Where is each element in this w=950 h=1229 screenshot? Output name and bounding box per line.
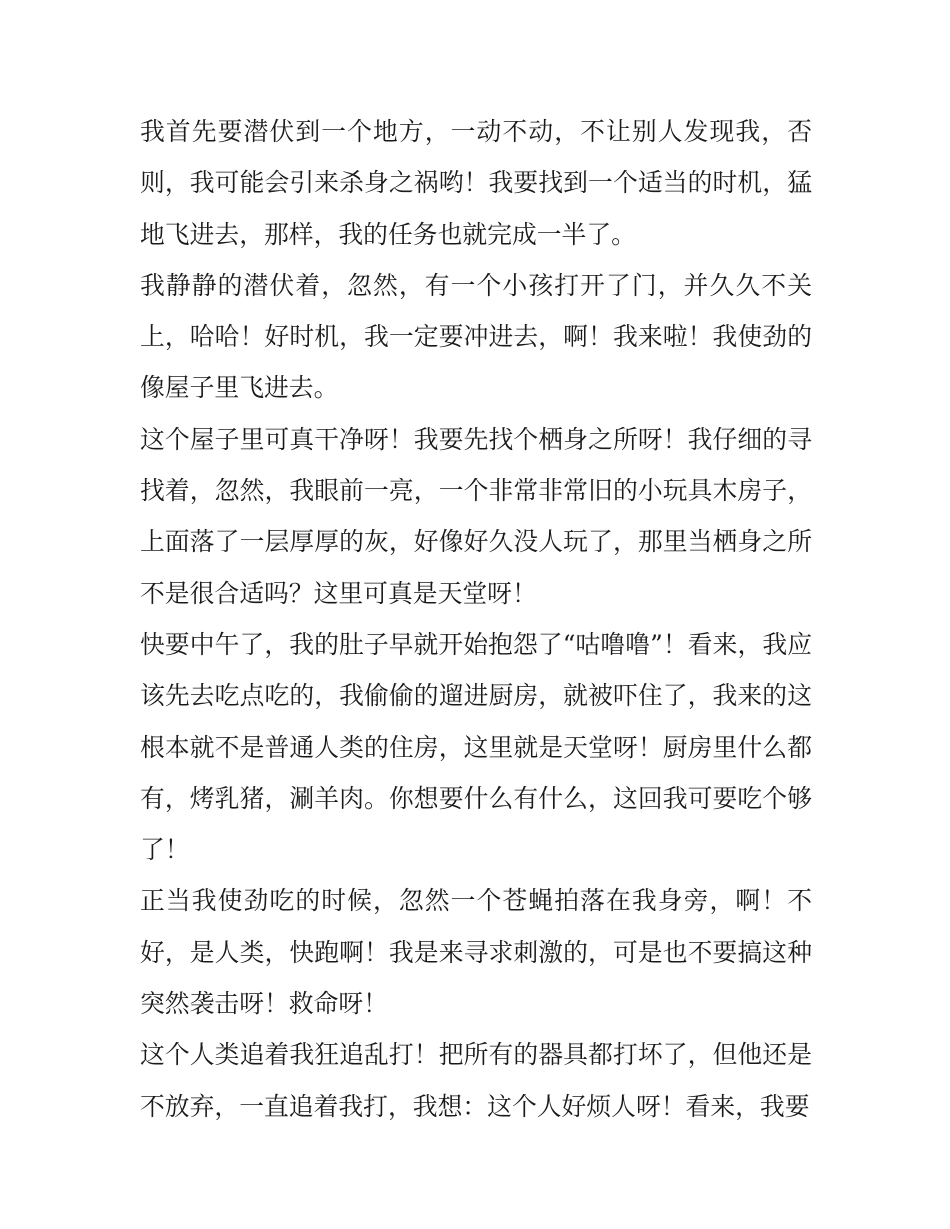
paragraph-2: 我静静的潜伏着，忽然，有一个小孩打开了门，并久久不关上，哈哈！好时机，我一定要冲进去，啊！我来啦！我使劲的像屋子里飞进去。 (140, 270, 812, 403)
paragraph-1: 我首先要潜伏到一个地方，一动不动，不让别人发现我，否则，我可能会引来杀身之祸哟！我要找到一个适当的时机，猛地飞进去，那样，我的任务也就完成一半了。 (140, 117, 812, 249)
paragraph-4: 快要中午了，我的肚子早就开始抱怨了“咕噜噜”！看来，我应该先去吃点吃的，我偷偷的遛进厨房，就被吓住了，我来的这根本就不是普通人类的住房，这里就是天堂呀！厨房里什么都有，烤乳猪，涮羊肉。你想要什么有什么，这回我可要吃个够了！ (140, 629, 812, 865)
paragraph-3: 这个屋子里可真干净呀！我要先找个栖身之所呀！我仔细的寻找着，忽然，我眼前一亮，一个非常非常旧的小玩具木房子，上面落了一层厚厚的灰，好像好久没人玩了，那里当栖身之所不是很合适吗？这里可真是天堂呀！ (140, 424, 812, 608)
paragraph-6: 这个人类追着我狂追乱打！把所有的器具都打坏了，但他还是不放弃，一直追着我打，我想：这个人好烦人呀！看来，我要 (140, 1040, 812, 1121)
paragraph-5: 正当我使劲吃的时候，忽然一个苍蝇拍落在我身旁，啊！不好，是人类，快跑啊！我是来寻求刺激的，可是也不要搞这种突然袭击呀！救命呀！ (140, 886, 812, 1019)
document-body (140, 106, 812, 1132)
